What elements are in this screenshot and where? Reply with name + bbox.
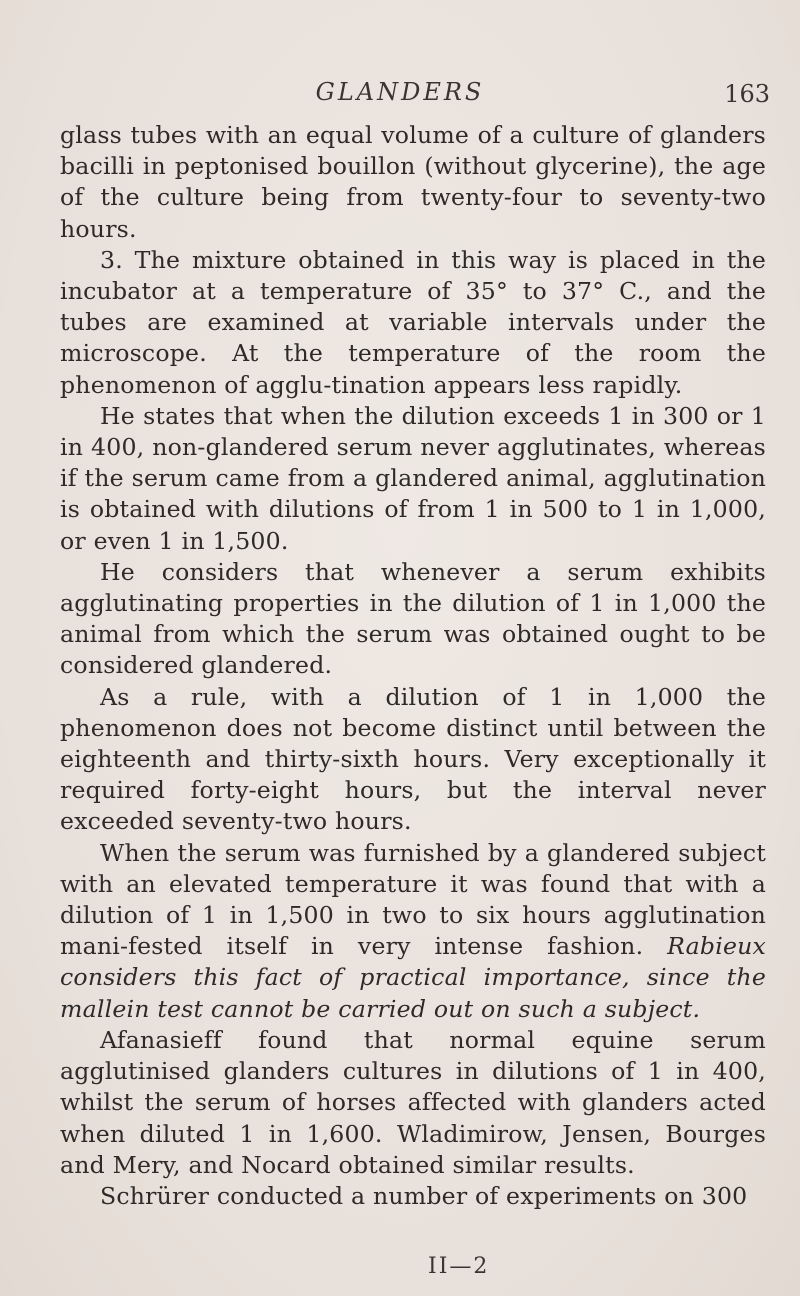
- paragraph-dilution-threshold: He states that when the dilution exceeds 1 in 300 or 1 in 400, non-glandered serum never agglutinates, whereas if the serum came from a glandered animal, agglutination is obtained with dilutions of from 1 in 500 to 1 in 1,000, or even 1 in 1,500.: [60, 401, 766, 555]
- paragraph-italic-note: Rabieux considers this fact of practical importance, since the mallein test cannot be carried out on such a subject.: [60, 932, 767, 1023]
- paragraph-elevated-temperature: [60, 838, 766, 1025]
- running-title: GLANDERS: [315, 78, 485, 106]
- signature-mark: II—2: [428, 1254, 490, 1279]
- paragraph-schrurer: Schrürer conducted a number of experiments on 300: [100, 1181, 748, 1210]
- paragraph-elevated-temperature-text: When the serum was furnished by a glandered subject with an elevated temperature it was found that with a dilution of 1 in 1,500 in two to six hours agglutination mani-fested itself in very intense fashion.: [60, 838, 766, 961]
- paragraph-glandered-criterion: He considers that whenever a serum exhibits agglutinating properties in the dilution of 1 in 1,000 the animal from which the serum was obtained ought to be considered glandered.: [60, 557, 766, 680]
- paragraph-continuation: glass tubes with an equal volume of a culture of glanders bacilli in peptonised bouillon (without glycerine), the age of the culture being from twenty-four to seventy-two hours.: [60, 121, 766, 243]
- running-head: [0, 78, 800, 110]
- paragraph-afanasieff: Afanasieff found that normal equine serum agglutinised glanders cultures in dilutions of 1 in 400, whilst the serum of horses affected with glanders acted when diluted 1 in 1,600. Wladimirow, Jensen, Bourges and Mery, and Nocard obtained similar results.: [60, 1025, 766, 1179]
- page-number: 163: [724, 80, 770, 108]
- paragraph-timing: As a rule, with a dilution of 1 in 1,000 the phenomenon does not become distinct until between the eighteenth and thirty-sixth hours. Very exceptionally it required forty-eight hours, but the interval never exceeded seventy-two hours.: [60, 682, 766, 836]
- paragraph-step-3: 3. The mixture obtained in this way is placed in the incubator at a temperature of 35° to 37° C., and the tubes are examined at variable intervals under the microscope. At the temperature of the room the phenomenon of agglu-tination appears less rapidly.: [60, 245, 766, 399]
- body-text: [60, 120, 766, 1212]
